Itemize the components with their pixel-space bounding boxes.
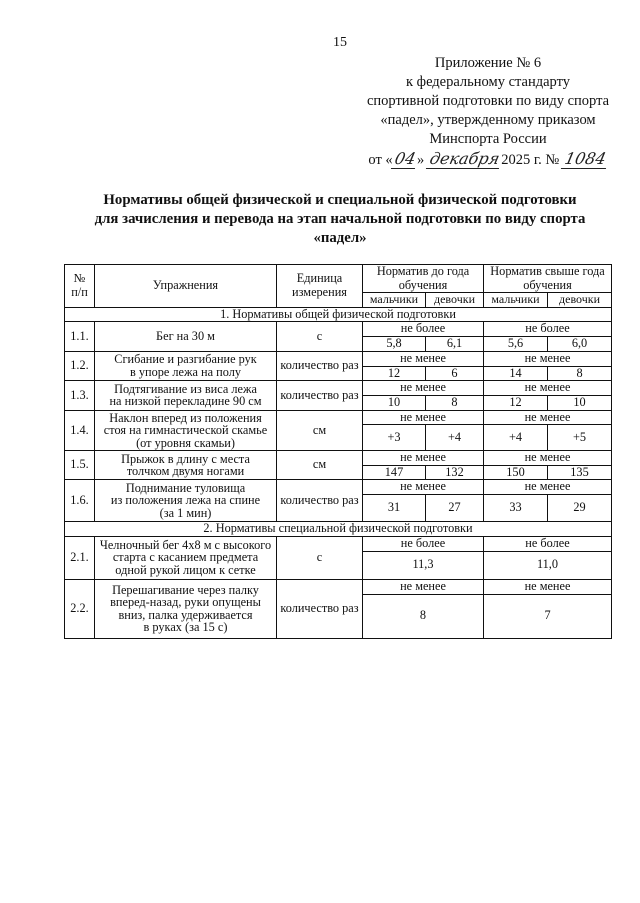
- unit: см: [277, 451, 363, 480]
- condition-after: не менее: [484, 410, 612, 425]
- annex-line: Приложение № 6: [434, 55, 542, 71]
- annex-line: спортивной подготовки по виду спорта: [366, 93, 610, 109]
- row-number: 1.6.: [65, 480, 95, 522]
- annex-line: к федеральному стандарту: [406, 74, 570, 90]
- exercise-name: Челночный бег 4х8 м с высокого старта с касанием предмета одной рукой лицом к сетке: [95, 536, 277, 579]
- page-number: 15: [333, 35, 347, 50]
- norm-value: 33: [484, 495, 548, 522]
- table-row: [65, 265, 612, 293]
- condition-before: не более: [363, 322, 484, 337]
- order-year: 2025 г. №: [501, 152, 560, 168]
- condition-after: не менее: [484, 351, 612, 366]
- exercise-name: Наклон вперед из положения стоя на гимнастической скамье (от уровня скамьи): [95, 410, 277, 451]
- table-row: [65, 410, 612, 425]
- condition-before: не менее: [363, 410, 484, 425]
- order-date-line: [340, 149, 636, 170]
- norm-value: 29: [548, 495, 612, 522]
- norm-value: 6,1: [426, 337, 484, 352]
- header-boys: мальчики: [363, 293, 426, 308]
- unit: см: [277, 410, 363, 451]
- condition-after: не менее: [484, 480, 612, 495]
- row-number: 1.1.: [65, 322, 95, 352]
- table-row: [65, 351, 612, 366]
- title-line: для зачисления и перевода на этап начальной подготовки по виду спорта: [94, 211, 586, 227]
- norm-value: 135: [548, 465, 612, 480]
- norm-value: 7: [484, 594, 612, 638]
- header-after-year: Норматив свыше года обучения: [484, 265, 612, 293]
- condition-after: не менее: [484, 579, 612, 594]
- header-boys: мальчики: [484, 293, 548, 308]
- norm-value: 8: [426, 396, 484, 411]
- table-row: [65, 480, 612, 495]
- section-title: 1. Нормативы общей физической подготовки: [65, 307, 612, 322]
- norm-value: 11,0: [484, 551, 612, 579]
- row-number: 1.3.: [65, 381, 95, 411]
- order-prefix: от «: [368, 152, 393, 168]
- condition-before: не менее: [363, 480, 484, 495]
- norm-value: +4: [426, 425, 484, 451]
- unit: количество раз: [277, 579, 363, 638]
- norm-value: 12: [363, 366, 426, 381]
- order-day-handwritten: 04: [391, 149, 420, 169]
- section-title: 2. Нормативы специальной физической подготовки: [65, 522, 612, 537]
- unit: количество раз: [277, 381, 363, 411]
- header-before-year: Норматив до года обучения: [363, 265, 484, 293]
- table-row: [65, 451, 612, 466]
- condition-after: не менее: [484, 451, 612, 466]
- header-exercise: Упражнения: [95, 265, 277, 308]
- unit: с: [277, 322, 363, 352]
- condition-after: не более: [484, 322, 612, 337]
- table-row: [65, 536, 612, 551]
- row-number: 2.1.: [65, 536, 95, 579]
- title-line: «падел»: [313, 230, 367, 246]
- condition-after: не более: [484, 536, 612, 551]
- row-number: 1.2.: [65, 351, 95, 381]
- norm-value: 8: [363, 594, 484, 638]
- table-row: [65, 579, 612, 594]
- norm-value: 12: [484, 396, 548, 411]
- norms-table: [64, 264, 612, 639]
- exercise-name: Сгибание и разгибание рук в упоре лежа на полу: [95, 351, 277, 381]
- norm-value: +5: [548, 425, 612, 451]
- unit: количество раз: [277, 480, 363, 522]
- order-number-handwritten: 1084: [561, 149, 610, 169]
- norm-value: 5,6: [484, 337, 548, 352]
- order-quote: »: [417, 152, 425, 168]
- exercise-name: Подтягивание из виса лежа на низкой перекладине 90 см: [95, 381, 277, 411]
- norm-value: 150: [484, 465, 548, 480]
- exercise-name: Перешагивание через палку вперед-назад, руки опущены вниз, палка удерживается в руках (за 15 с): [95, 579, 277, 638]
- table-row: [65, 522, 612, 537]
- condition-before: не менее: [363, 351, 484, 366]
- header-girls: девочки: [426, 293, 484, 308]
- unit: количество раз: [277, 351, 363, 381]
- document-title: [70, 191, 610, 248]
- header-girls: девочки: [548, 293, 612, 308]
- norm-value: +3: [363, 425, 426, 451]
- exercise-name: Бег на 30 м: [95, 322, 277, 352]
- norm-value: 8: [548, 366, 612, 381]
- condition-before: не менее: [363, 381, 484, 396]
- order-month-handwritten: декабря: [426, 149, 504, 169]
- norm-value: 10: [548, 396, 612, 411]
- table-row: [65, 322, 612, 337]
- condition-after: не менее: [484, 381, 612, 396]
- condition-before: не менее: [363, 451, 484, 466]
- norm-value: 27: [426, 495, 484, 522]
- condition-before: не более: [363, 536, 484, 551]
- condition-before: не менее: [363, 579, 484, 594]
- norm-value: 11,3: [363, 551, 484, 579]
- title-line: Нормативы общей физической и специальной физической подготовки: [103, 192, 577, 208]
- table-row: [65, 307, 612, 322]
- unit: с: [277, 536, 363, 579]
- annex-line: Минспорта России: [429, 131, 547, 147]
- row-number: 1.5.: [65, 451, 95, 480]
- header-unit: Единица измерения: [277, 265, 363, 308]
- row-number: 1.4.: [65, 410, 95, 451]
- annex-line: «падел», утвержденному приказом: [380, 112, 596, 128]
- norm-value: 5,8: [363, 337, 426, 352]
- norm-value: 6,0: [548, 337, 612, 352]
- exercise-name: Прыжок в длину с места толчком двумя ногами: [95, 451, 277, 480]
- norm-value: 31: [363, 495, 426, 522]
- norm-value: +4: [484, 425, 548, 451]
- norm-value: 14: [484, 366, 548, 381]
- norm-value: 147: [363, 465, 426, 480]
- header-num: № п/п: [65, 265, 95, 308]
- table-row: [65, 381, 612, 396]
- row-number: 2.2.: [65, 579, 95, 638]
- exercise-name: Поднимание туловища из положения лежа на спине (за 1 мин): [95, 480, 277, 522]
- norm-value: 6: [426, 366, 484, 381]
- norm-value: 10: [363, 396, 426, 411]
- annex-header: [340, 54, 636, 170]
- norm-value: 132: [426, 465, 484, 480]
